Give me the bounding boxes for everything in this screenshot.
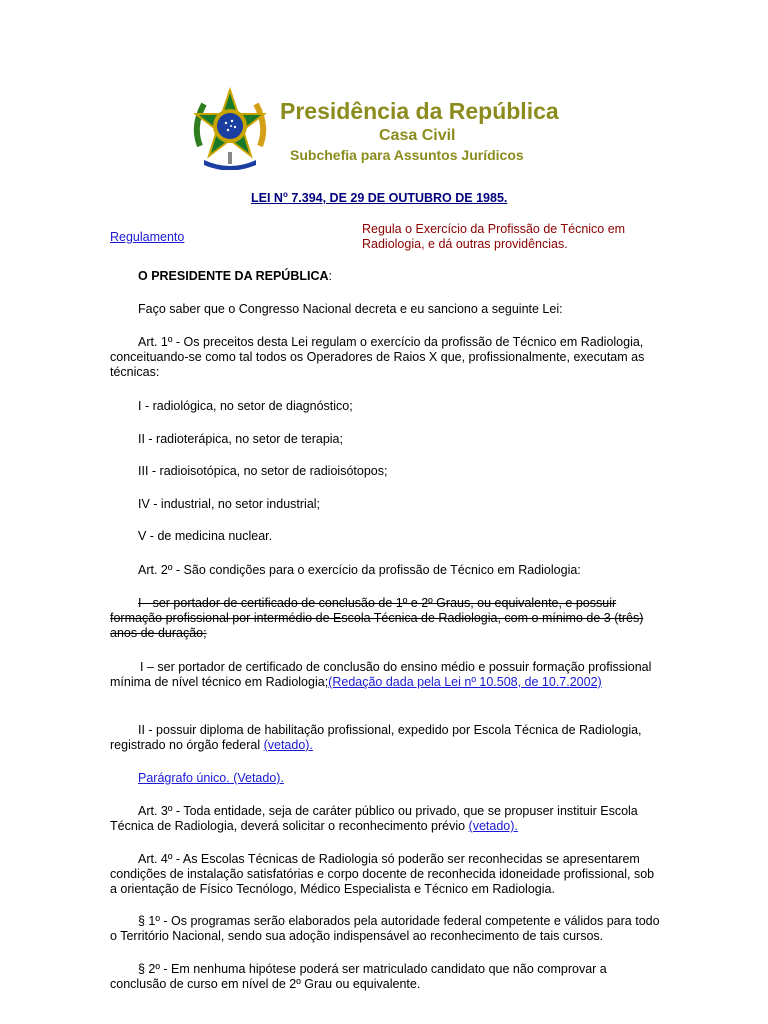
law-title-link[interactable] [251,190,507,205]
coat-of-arms-icon [190,86,270,170]
header-title: Presidência da República [280,98,559,124]
art3-paragraph [110,804,662,834]
art4-paragraph-1-text: § 1º - Os programas serão elaborados pela autoridade federal competente e válidos para todo o Território Nacional, sendo sua adoção indispensável ao reconhecimento de tais cursos. [110,914,660,943]
art1-item-1: I - radiológica, no setor de diagnóstico; [138,399,353,413]
art4-text: Art. 4º - As Escolas Técnicas de Radiologia só poderão ser reconhecidas se apresentarem condições de instalação satisfatórias e corpo docente de reconhecida idoneidade profissional, sob a orientação de Físico Tecnólogo, Médico Especialista e Técnico em Radiologia. [110,852,655,896]
vetado-link-1[interactable]: (vetado). [263,738,313,752]
art1-text: Art. 1º - Os preceitos desta Lei regulam o exercício da profissão de Técnico em Radiologia, conceituando-se como tal todos os Operadores de Raios X que, profissionalmente, executam as técnicas: [110,335,645,379]
art4-paragraph-1 [110,914,662,944]
art1-paragraph [110,335,662,380]
president-heading [110,269,690,284]
art2-item-ii [110,723,662,753]
header-subtitle: Casa Civil [379,127,456,144]
president-text: O PRESIDENTE DA REPÚBLICA [138,269,329,283]
art3-text: Art. 3º - Toda entidade, seja de caráter público ou privado, que se propuser instituir Escola Técnica de Radiologia, deverá solicitar o reconhecimento prévio [110,804,638,833]
art2-item-ii-text: II - possuir diploma de habilitação profissional, expedido por Escola Técnica de Radiologia, registrado no órgão federal [110,723,642,752]
art2-item-i-revoked-text: I - ser portador de certificado de conclusão de 1º e 2º Graus, ou equivalente, e possuir formação profissional por intermédio de Escola Técnica de Radiologia, com o mínimo de 3 (três) anos de duração; [110,596,644,640]
art1-item-3: III - radioisotópica, no setor de radioisótopos; [138,464,388,478]
law-title-rest: 7.394, DE 29 DE OUTUBRO DE 1985. [287,191,508,206]
art1-item-5: V - de medicina nuclear. [138,529,273,543]
art2-item-i-text: I – ser portador de certificado de conclusão do ensino médio e possuir formação profissional mínima de nível técnico em Radiologia; [110,660,652,689]
regulamento-link[interactable]: Regulamento [110,230,185,244]
intro-paragraph: Faço saber que o Congresso Nacional decreta e eu sanciono a seguinte Lei: [138,302,563,316]
header-subtitle-2: Subchefia para Assuntos Jurídicos [290,147,524,163]
amendment-link[interactable]: (Redação dada pela Lei nº 10.508, de 10.7.2002) [328,675,602,689]
art2-paragraph: Art. 2º - São condições para o exercício da profissão de Técnico em Radiologia: [138,563,581,577]
law-title-sup: o [282,190,288,199]
art1-item-4: IV - industrial, no setor industrial; [138,497,321,511]
art1-item-2: II - radioterápica, no setor de terapia; [138,432,343,446]
art2-item-i-revoked [110,596,662,641]
art4-paragraph-2-text: § 2º - Em nenhuma hipótese poderá ser matriculado candidato que não comprovar a conclusão de curso em nível de 2º Grau ou equivalente. [110,962,607,991]
paragrafo-unico-wrapper [110,771,690,786]
paragrafo-unico-link[interactable]: Parágrafo único. (Vetado). [138,771,284,785]
president-colon: : [328,269,333,283]
art2-item-i [110,660,662,690]
law-title-prefix: LEI N [251,191,283,206]
vetado-link-2[interactable]: (vetado). [468,819,518,833]
art4-paragraph-2 [110,962,662,992]
ementa-text: Regula o Exercício da Profissão de Técnico em Radiologia, e dá outras providências. [362,222,626,251]
art4-paragraph [110,852,662,897]
